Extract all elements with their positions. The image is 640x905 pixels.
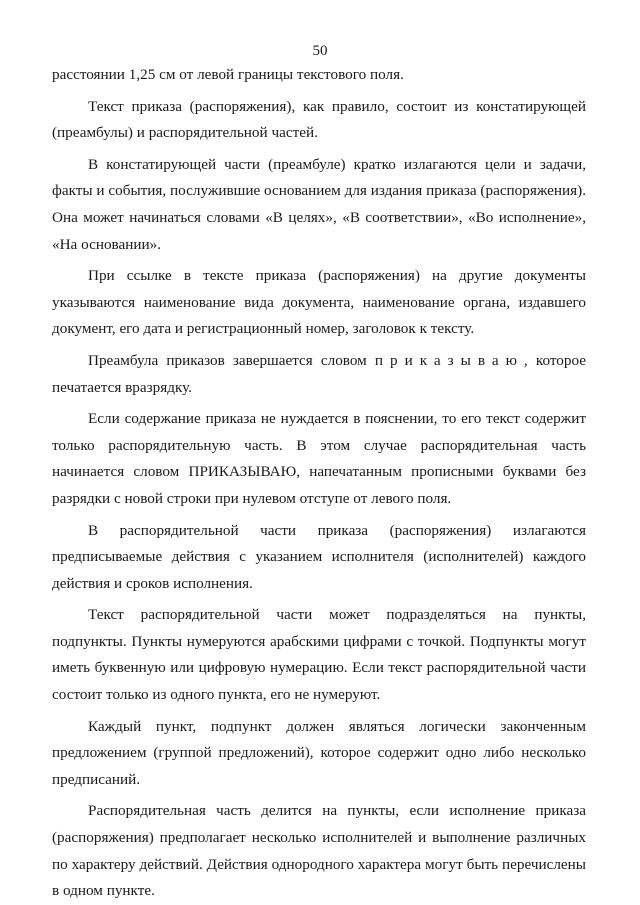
paragraph-preamble: В констатирующей части (преамбуле) кратко излагаются цели и задачи, факты и события, послужившие основанием для издания приказа (распоряжения). Она может начинаться словами «В целях», «В соответствии», «Во исполнение», «На основании». (52, 155, 586, 253)
paragraph-item-rule: Каждый пункт, подпункт должен являться логически законченным предложением (группой предложений), которое содержит одно либо несколько предписаний. (52, 717, 586, 788)
paragraph-division: Распорядительная часть делится на пункты, если исполнение приказа (распоряжения) предполагает несколько исполнителей и выполнение различных по характеру действий. Действия однородного характера могут быть перечислены в одном пункте. (52, 802, 586, 900)
spaced-word: приказываю (374, 351, 524, 369)
paragraph-order-only: Если содержание приказа не нуждается в пояснении, то его текст содержит только распорядительную часть. В этом случае распорядительная часть начинается словом ПРИКАЗЫВАЮ, напечатанным прописными буквами без разрядки с новой строки при нулевом отступе от левого поля. (52, 410, 586, 507)
body-text (52, 62, 586, 905)
paragraph-order-part: В распорядительной части приказа (распоряжения) излагаются предписываемые действия с указанием исполнителя (исполнителей) каждого действия и сроков исполнения. (52, 521, 586, 592)
paragraph-preamble-ending (52, 348, 586, 401)
paragraph-text: , которое печатается вразрядку. (52, 351, 586, 396)
paragraph-text: Преамбула приказов завершается словом (88, 351, 375, 369)
paragraph-references: При ссылке в тексте приказа (распоряжения) на другие документы указываются наименование вида документа, наименование органа, издавшего документ, его дата и регистрационный номер, заголовок к тексту. (52, 267, 586, 338)
paragraph-continued: расстоянии 1,25 см от левой границы текстового поля. (52, 66, 404, 83)
paragraph-numbering: Текст распорядительной части может подразделяться на пункты, подпункты. Пункты нумеруются арабскими цифрами с точкой. Подпункты могут иметь буквенную или цифровую нумерацию. Если текст распорядительной части состоит только из одного пункта, его не нумеруют. (52, 606, 586, 704)
paragraph-order-structure: Текст приказа (распоряжения), как правило, состоит из констатирующей (преамбулы) и распорядительной частей. (52, 97, 586, 142)
page-number: 50 (312, 43, 328, 59)
